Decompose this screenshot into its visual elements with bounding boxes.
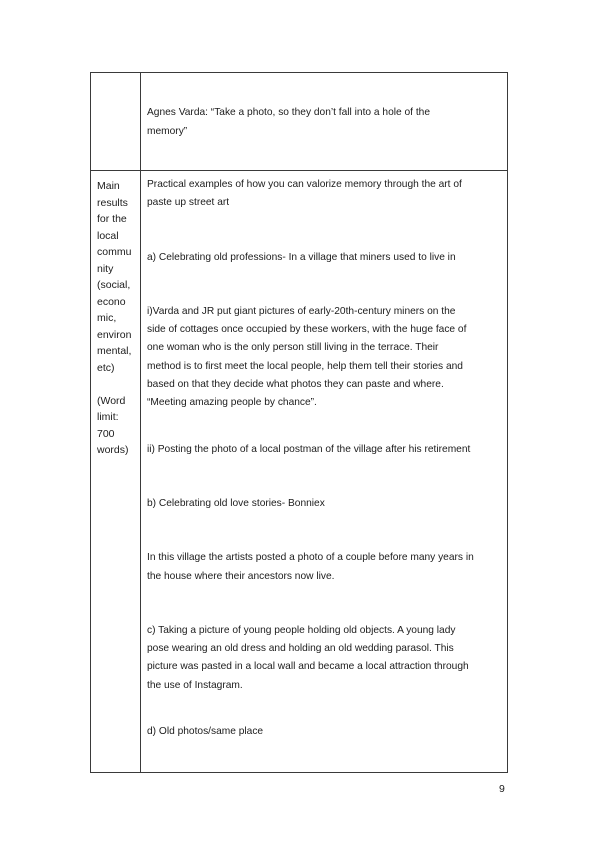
paragraph-c-young-people: c) Taking a picture of young people holding old objects. A young lady pose wearing an old dress and holding an old wedding parasol. This picture was pasted in a local wall and became a local attraction through the use of Instagram. bbox=[147, 624, 469, 691]
results-table bbox=[90, 72, 508, 773]
table-cell-row1-header bbox=[91, 73, 141, 171]
quote-paragraph: Agnes Varda: “Take a photo, so they don’t fall into a hole of the memory” bbox=[141, 73, 507, 171]
paragraph-i-varda-jr: i)Varda and JR put giant pictures of early-20th-century miners on the side of cottages once occupied by these workers, with the huge face of one woman who is the only person still living in the terrace. Their method is to first meet the local people, help them tell their stories and based on that they decide what photos they can paste and where. “Meeting amazing people by chance”. bbox=[147, 305, 467, 409]
paragraph-ii-postman: ii) Posting the photo of a local postman of the village after his retirement bbox=[147, 443, 471, 455]
paragraph-b-love-stories: b) Celebrating old love stories- Bonniex bbox=[147, 497, 325, 509]
paragraph-intro: Practical examples of how you can valorize memory through the art of paste up street art bbox=[147, 179, 462, 209]
table-cell-row2-content bbox=[141, 171, 507, 772]
paragraph-d-old-photos: d) Old photos/same place bbox=[147, 726, 264, 738]
paragraph-a-old-professions: a) Celebrating old professions- In a village that miners used to live in bbox=[147, 251, 456, 263]
table-cell-row2-header: Main results for the local commu nity (social, econo mic, environ mental, etc) (Word limit: 700 words) bbox=[91, 171, 141, 772]
page-number: 9 bbox=[499, 783, 505, 795]
paragraph-b-detail-couple: In this village the artists posted a photo of a couple before many years in the house where their ancestors now live. bbox=[147, 552, 474, 582]
